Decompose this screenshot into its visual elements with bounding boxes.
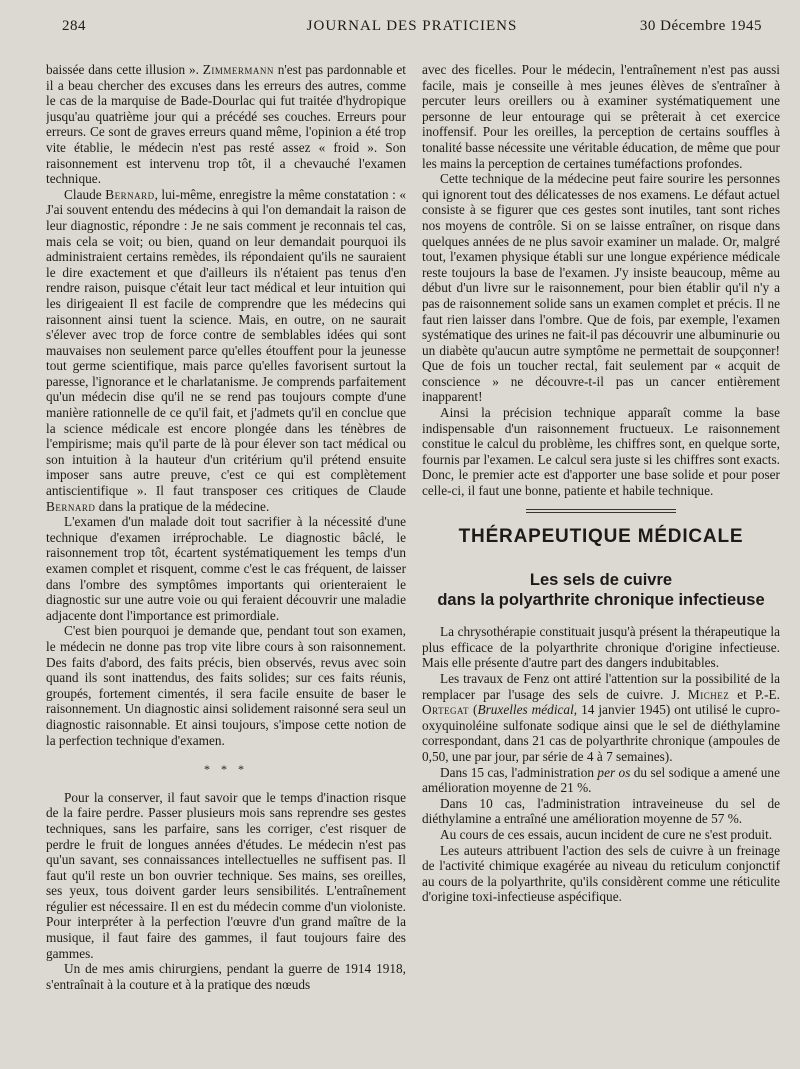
latin-term: per os [597, 764, 631, 780]
journal-reference: Bruxelles médical [477, 702, 574, 718]
paragraph: Au cours de ces essais, aucun incident de cure ne s'est produit. [440, 826, 773, 842]
paragraph: C'est bien pourquoi je demande que, pendant tout son examen, le médecin ne donne pas trop vite libre cours à son raisonnement. Des faits d'abord, des faits précis, bien observés, revus avec soin quand ils sont inattendus, des faits solides; sur ces faits réunis, groupés, fortement cimentés, il sera facile ensuite de baser le raisonnement. Un diagnostic ainsi solidement raisonné sera seul un diagnostic raisonnable. Et ainsi toujours, s'impose cette notion de la perfection technique d'examen. [46, 623, 406, 748]
author-name: Zimmermann [202, 62, 274, 77]
paragraph: Les travaux de Fenz ont attiré l'attention sur la possibilité de la remplacer par l'usage des sels de cuivre. J. Michez et P.-E. Ortegat (Bruxelles médical, 14 janvier 1945) ont utilisé le cupro-oxyquinoléine sulfonate sodique ainsi que le sel de diéthylamine correspondant, dans 21 cas de polyarthrite chronique (ampoules de 0,50, une par jour, par série de 4 à 7 semaines). [422, 671, 780, 764]
paragraph: La chrysothérapie constituait jusqu'à présent la thérapeutique la plus efficace de la polyarthrite chronique d'origine infectieuse. Mais elle présente d'autre part des dangers indubitables. [422, 624, 780, 671]
paragraph: Dans 15 cas, l'administration per os du sel sodique a amené une amélioration moyenne de 21 %. [422, 764, 780, 796]
page-header [62, 18, 762, 38]
section-heading: THÉRAPEUTIQUE MÉDICALE [458, 525, 744, 547]
paragraph: Dans 10 cas, l'administration intraveineuse du sel de diéthylamine a entraîné une amélioration moyenne de 57 %. [422, 795, 780, 827]
paragraph: Ainsi la précision technique apparaît comme la base indispensable d'un raisonnement fructueux. Le raisonnement constitue le calcul du problème, les chiffres sont, en quelque sorte, fournis par l'examen. Le calcul sera juste si les chiffres sont exacts. Donc, le premier acte est d'apporter une base solide et pour poser celle-ci, il faut une bonne, patiente et habile technique. [422, 405, 780, 499]
author-name: Bernard [105, 186, 155, 202]
paragraph: baissée dans cette illusion ». Zimmermann n'est pas pardonnable et il a beau chercher des excuses dans les erreurs des autres, comme le cas de la marquise de Bade-Dourlac qui fut traitée d'hydropique jusqu'au quatrième jour qui a précédé ses couches. Erreurs pour erreurs. Ce sont de graves erreurs quand même, l'opinion a été trop vite établie, le médecin n'est pas resté assez « froid ». Son raisonnement est intervenu trop tôt, il a chevauché l'examen technique. [46, 62, 406, 187]
article-title [422, 570, 780, 610]
page-number: 284 [62, 18, 86, 34]
paragraph: Un de mes amis chirurgiens, pendant la guerre de 1914 1918, s'entraînait à la couture et à la pratique des nœuds [46, 961, 406, 992]
paragraph: L'examen d'un malade doit tout sacrifier à la nécessité d'une technique d'examen irréprochable. Le diagnostic bâclé, le raisonnement trop tôt, écartent systématiquement les temps d'un examen complet et risquent, comme c'est le cas fréquent, de laisser dans l'ombre des symptômes importants qui orienteraient le diagnostic sur une autre voie ou qui feraient découvrir une maladie adjacente dont l'importance est primordiale. [46, 514, 406, 623]
article-title-line: Les sels de cuivre [529, 571, 673, 590]
paragraph: Les auteurs attribuent l'action des sels de cuivre à un freinage de l'activité chimique exagérée au niveau du reticulum conjonctif au cours de la polyarthrite, qu'ils considèrent comme une réticulite d'origine toxi-infectieuse aspécifique. [422, 842, 780, 905]
paragraph: Pour la conserver, il faut savoir que le temps d'inaction risque de la faire perdre. Passer plusieurs mois sans reprendre ses gestes techniques, sans les parfaire, sans les corriger, c'est risquer de perdre le fruit de longues années d'études. Le médecin n'est pas qu'un savant, ses connaissances intellectuelles ne suffisent pas. Il faut qu'il reste un bon ouvrier technique. Ses mains, ses oreilles, ses yeux, tous doivent garder leurs sensibilités. L'entraînement régulier est nécessaire. Il en est du médecin comme d'un violoniste. Pour interpréter à la perfection l'œuvre d'un grand maître de la musique, il faut faire des gammes, il faut toujours faire des gammes. [46, 789, 406, 961]
issue-date: 30 Décembre 1945 [639, 18, 762, 34]
author-name: Bernard [46, 498, 96, 514]
right-column [422, 62, 780, 1047]
paragraph: Cette technique de la médecine peut faire sourire les personnes qui ignorent tout des délicatesses de nos examens. Le défaut actuel consiste à se figurer que ces gestes sont inutiles, tant sont riches nos moyens de contrôle. Si on se laisse entraîner, on risque dans quelques années de ne plus savoir examiner un malade. Or, malgré tout, l'examen physique établi sur une longue expérience médicale reste toujours la base de l'examen. J'y insiste beaucoup, même au début d'un livre sur le raisonnement, pour bien établir qu'il n'y a pas de raisonnement solide sans un examen complet et précis. Il ne faut rien laisser dans l'ombre. Que de fois, par exemple, l'examen systématique des urines ne fait-il pas découvrir une albuminurie ou un diabète qu'aucun autre symptôme ne permettait de soupçonner! Que de fois un toucher rectal, fait seulement par « acquit de conscience » ne découvre-t-il pas un cancer entièrement inapparent! [422, 171, 780, 405]
paragraph: avec des ficelles. Pour le médecin, l'entraînement n'est pas aussi facile, mais je conseille à mes jeunes élèves de s'entraîner à percuter leurs oreillers ou à examiner systématiquement une personne de leur entourage qui se prêterait à cet exercice inoffensif. Pour les oreilles, la perception de certains souffles à tonalité basse nécessite une véritable éducation, de même que pour les mains la perception de certaines tuméfactions profondes. [422, 62, 780, 171]
paragraph: Claude Bernard, lui-même, enregistre la même constatation : « J'ai souvent entendu des médecins à qui l'on demandait la raison de leur diagnostic, répondre : Je ne sais comment je reconnais tel cas, mais cela se voit; ou bien, quand on leur demandait pourquoi ils administraient certains remèdes, ils répondaient qu'ils ne sauraient le dire exactement et que d'ailleurs ils n'étaient pas tenus d'en rendre raison, puisque c'était leur tact médical et leur intuition qui les dirigeaient Il est facile de comprendre que les médecins qui raisonnent ainsi tuent la science. Mais, en outre, on ne saurait s'élever avec trop de force contre de semblables idées qui sont mauvaises non seulement parce qu'elles étouffent pour la jeunesse tout germe scientifique, mais parce qu'elles favorisent surtout la paresse, l'ignorance et le charlatanisme. Je comprends parfaitement qu'un médecin dise qu'il ne se rend pas toujours compte d'une manière rationnelle de ce qu'il fait, et j'admets qu'il en conclue que la science médicale est encore plongée dans les ténèbres de l'empirisme; mais qu'il parte de là pour élever son tact médical ou son intuition à la hauteur d'un critérium qu'il prétend ensuite imposer sans autre preuve, c'est ce qui est complètement antiscientifique ». Il faut transposer ces critiques de Claude Bernard dans la pratique de la médecine. [46, 186, 406, 514]
author-name: Michez [687, 686, 730, 702]
author-name: Ortegat [422, 702, 470, 718]
double-rule-divider [526, 509, 676, 513]
section-separator: * * * [204, 762, 248, 777]
left-column [46, 62, 406, 1047]
article-title-line: dans la polyarthrite chronique infectieuse [437, 591, 765, 610]
journal-title: JOURNAL DES PRATICIENS [306, 18, 518, 34]
